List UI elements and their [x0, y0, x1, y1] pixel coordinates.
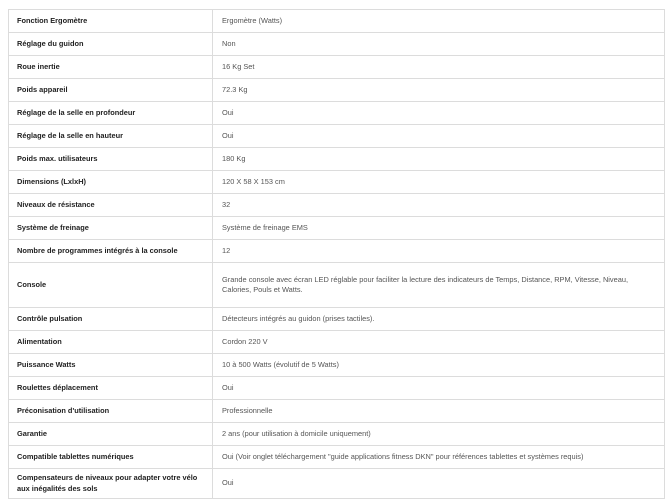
spec-value: Ergomètre (Watts)	[213, 10, 665, 33]
table-row	[9, 400, 665, 423]
spec-value: Cordon 220 V	[213, 331, 665, 354]
spec-value: Oui (Voir onglet téléchargement "guide applications fitness DKN" pour références tablettes et systèmes requis)	[213, 446, 665, 469]
spec-label: Compatible tablettes numériques	[9, 446, 213, 469]
spec-value: Oui	[213, 125, 665, 148]
table-row	[9, 56, 665, 79]
spec-value: 72.3 Kg	[213, 79, 665, 102]
table-row	[9, 10, 665, 33]
spec-value: 16 Kg Set	[213, 56, 665, 79]
specifications-body	[9, 10, 665, 499]
spec-label: Fonction Ergomètre	[9, 10, 213, 33]
spec-value: Professionnelle	[213, 400, 665, 423]
spec-value: 32	[213, 194, 665, 217]
table-row	[9, 240, 665, 263]
table-row	[9, 469, 665, 499]
spec-label: Dimensions (LxlxH)	[9, 171, 213, 194]
spec-value: 10 à 500 Watts (évolutif de 5 Watts)	[213, 354, 665, 377]
spec-value: 12	[213, 240, 665, 263]
spec-label: Poids appareil	[9, 79, 213, 102]
spec-value: 180 Kg	[213, 148, 665, 171]
table-row	[9, 354, 665, 377]
spec-label: Puissance Watts	[9, 354, 213, 377]
spec-value: Oui	[213, 377, 665, 400]
spec-label: Compensateurs de niveaux pour adapter votre vélo aux inégalités des sols	[9, 469, 213, 499]
spec-label: Garantie	[9, 423, 213, 446]
table-row	[9, 217, 665, 240]
spec-label: Réglage du guidon	[9, 33, 213, 56]
table-row	[9, 308, 665, 331]
spec-label: Réglage de la selle en profondeur	[9, 102, 213, 125]
table-row	[9, 33, 665, 56]
table-row	[9, 102, 665, 125]
spec-value: 2 ans (pour utilisation à domicile uniquement)	[213, 423, 665, 446]
table-row	[9, 377, 665, 400]
spec-value: 120 X 58 X 153 cm	[213, 171, 665, 194]
table-row	[9, 423, 665, 446]
table-row	[9, 148, 665, 171]
spec-label: Poids max. utilisateurs	[9, 148, 213, 171]
spec-value: Détecteurs intégrés au guidon (prises tactiles).	[213, 308, 665, 331]
spec-label: Réglage de la selle en hauteur	[9, 125, 213, 148]
spec-label: Contrôle pulsation	[9, 308, 213, 331]
spec-value: Non	[213, 33, 665, 56]
spec-value: Système de freinage EMS	[213, 217, 665, 240]
specifications-table	[8, 9, 665, 499]
spec-label: Roulettes déplacement	[9, 377, 213, 400]
table-row	[9, 125, 665, 148]
spec-label: Roue inertie	[9, 56, 213, 79]
table-row	[9, 331, 665, 354]
spec-value: Grande console avec écran LED réglable pour faciliter la lecture des indicateurs de Temps, Distance, RPM, Vitesse, Niveau, Calories, Pouls et Watts.	[213, 263, 665, 308]
spec-value: Oui	[213, 469, 665, 499]
table-row	[9, 263, 665, 308]
spec-value: Oui	[213, 102, 665, 125]
table-row	[9, 194, 665, 217]
table-row	[9, 446, 665, 469]
spec-label: Système de freinage	[9, 217, 213, 240]
spec-label: Alimentation	[9, 331, 213, 354]
spec-label: Préconisation d'utilisation	[9, 400, 213, 423]
spec-label: Nombre de programmes intégrés à la console	[9, 240, 213, 263]
table-row	[9, 171, 665, 194]
spec-label: Niveaux de résistance	[9, 194, 213, 217]
spec-label: Console	[9, 263, 213, 308]
table-row	[9, 79, 665, 102]
